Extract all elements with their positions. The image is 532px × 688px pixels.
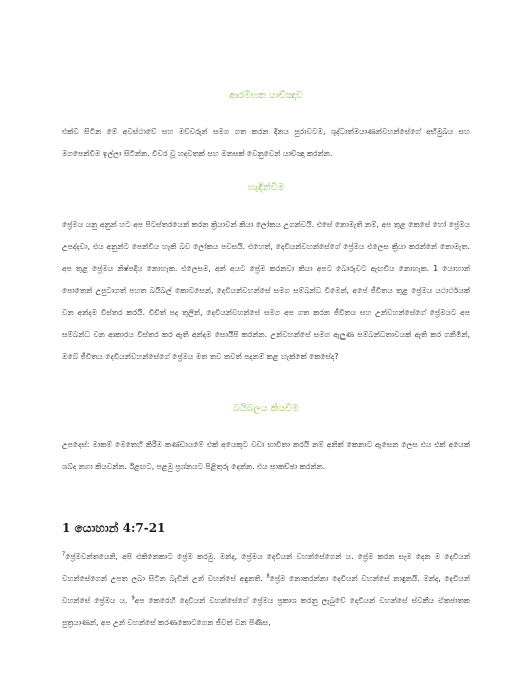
introduction-paragraph: ප්‍රේමය යනු අනුන් හට අප පිටස්තරයෙන් කරන ක්‍රියාවන් කියා ලෝකය උගන්වයි. එසේ නොමැති නම්, අප තුළ කෙසේ හෝ ප්‍රේමය උපද්දවා, එය අනුන්ට පෙන්විය හැකි බව ලෝකය පවසයි. එහෙත්, දෙවියන්වහන්සේගේ ප්‍රේමය එලෙස ක්‍රියා කරන්නේ නොමැත. අප තුළ ප්‍රේමය නිෂ්පදිය නොහැක. එලෙසම, අන් අයට ප්‍රේම කරනවා කියා අපට බොරුවට ඇඟවිය නොහැක. 1 යොහාන් පොතෙන් උපුටාගත් පහත බයිබල් කොටසෙන්, දෙවියන්වහන්සේ සමග සම්බන්ධ වීමෙන්, අපේ ජීවිතය තුළ ප්‍රේමය යථාර්ථයක් වන අන්දම විස්තර කරයි. විචිත් පද තුලින්, දෙවියන්වහන්සේ සමග අප ගත කරන ජීවිතය සහ උන්වහන්සේගේ ප්‍රේමයට අප සම්බන්ධ වන ආකාරය විස්තර කර ඇති අන්දම සොයීපි කරන්න. උන්වහන්සේ සමග ඇලුණ සම්බන්ධතාවයක් ඇති කර ගනිමින්, ඔබේ ජීවිතය දෙවියන්වහන්සේගේ ප්‍රේමය මත තව තවත් පදනම් කළ හැක්කේ කෙසේද? [62,220,470,361]
opening-prayer-paragraph: එක්ව සිටින මේ අවස්ථාවේ සහ මව්වරුන් සමග ගත කරන දිනය පුරාවටම, ශුද්ධාත්මයාණන්වහන්සේගේ අභිමුඛය සහ මගපෙන්වීම ඉල්ලා සිටින්න. විවර වූ හදවතක් සහ මනසක් වෙනුවෙන් යාච්ඤා කරන්න. [62,127,470,158]
verse-text: ප්‍රේම නොකරන්නා දෙවියන් වහන්සේ නාඳුනයි. මන්ද, දෙවියන් වහන්සේ ප්‍රේමය ය. [62,574,470,605]
verse-number: 7 [62,551,66,558]
section-heading-bible-reading: බයිබලය කියවීම [233,403,299,414]
scripture-reference-title: 1 යොහාන් 4:7-21 [62,521,166,535]
section-heading-opening-prayer: ආරම්භක යාච්ඤාව [229,90,303,101]
verse-text: ප්‍රේමවන්තයෙනි, අපි එකිනෙකාට ප්‍රේම කරමු. මන්ද, ප්‍රේමය දෙවියන් වහන්සේගෙන් ය. ප්‍රේම කරන සෑම දෙන ම දෙවියන් වහන්සේගෙන් උපත ලබා සිටින බැවින් උන් වහන්සේ අඳුනති. [62,552,470,583]
verse-number: 8 [266,573,270,580]
bible-reading-instructions: උපදෙස්: මාකම් මෙතෙහි කිරීම කණ්ඩායමේ එක් අයෙකුට වඩා භාවිතා කරයි නම් අනික් කෙනාට ඇසෙන ලෙස එය එක් අයෙක් ශබ්ද නගා කියවන්න. ඊළඟට, පළමු ප්‍රශ්නයට පිළිතුරු දෙන්න. එය සාකච්ඡා කරන්න. [62,440,470,471]
verse-number: 9 [131,595,135,602]
section-heading-introduction: හැඳින්වීම [247,182,285,193]
verse-text: අප කෙරෙහි දෙවියන් වහන්සේගේ ප්‍රේමය ප්‍රකාශ කරනු ලැබුවේ දෙවියන් වහන්සේ ස්වකීය ඒකජාතක පුත්‍රයාණන්, අප උන් වහන්සේ කරණකොටගෙන ජීවත් වන පිණිස, [62,596,470,627]
scripture-passage [62,546,470,634]
